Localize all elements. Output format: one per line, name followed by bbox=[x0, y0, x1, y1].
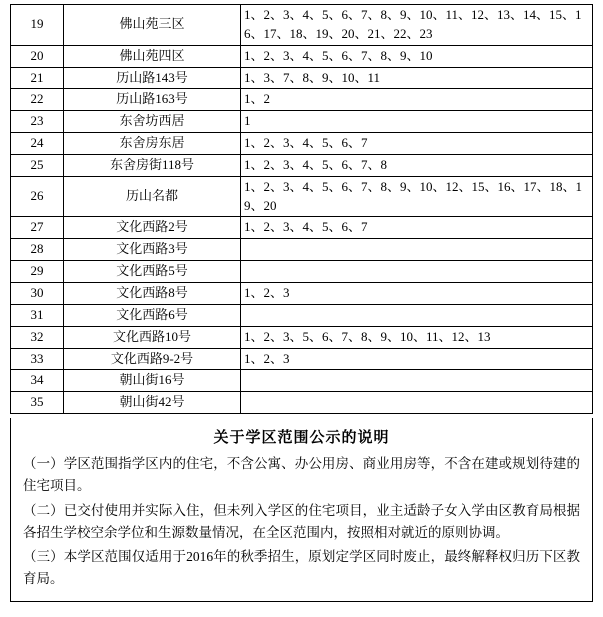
community-name-cell: 文化西路10号 bbox=[64, 326, 241, 348]
building-list-cell: 1、2、3、4、5、6、7、8、9、10、11、12、13、14、15、16、17、18、19、20、21、22、23 bbox=[241, 5, 593, 46]
table-row bbox=[11, 89, 593, 111]
building-list-cell: 1、2、3、4、5、6、7、8、9、10 bbox=[241, 45, 593, 67]
table-row bbox=[11, 348, 593, 370]
community-name-cell: 东舍房街118号 bbox=[64, 154, 241, 176]
table-row bbox=[11, 370, 593, 392]
table-row bbox=[11, 45, 593, 67]
row-number-cell: 29 bbox=[11, 261, 64, 283]
table-row bbox=[11, 67, 593, 89]
table-row bbox=[11, 392, 593, 414]
building-list-cell bbox=[241, 304, 593, 326]
document-page bbox=[0, 4, 603, 617]
building-list-cell: 1、2、3、4、5、6、7、8 bbox=[241, 154, 593, 176]
community-name-cell: 朝山街42号 bbox=[64, 392, 241, 414]
notice-body bbox=[23, 453, 580, 591]
school-district-table bbox=[10, 4, 593, 414]
table-row bbox=[11, 217, 593, 239]
row-number-cell: 25 bbox=[11, 154, 64, 176]
table-row bbox=[11, 154, 593, 176]
notice-paragraph: （三）本学区范围仅适用于2016年的秋季招生，原划定学区同时废止，最终解释权归历下区教育局。 bbox=[23, 549, 580, 587]
notice-paragraph: （一）学区范围指学区内的住宅，不含公寓、办公用房、商业用房等，不含在建或规划待建的住宅项目。 bbox=[23, 456, 580, 494]
row-number-cell: 26 bbox=[11, 176, 64, 217]
notice-box bbox=[10, 418, 593, 602]
row-number-cell: 35 bbox=[11, 392, 64, 414]
community-name-cell: 东舍房东居 bbox=[64, 133, 241, 155]
table-row bbox=[11, 5, 593, 46]
building-list-cell: 1 bbox=[241, 111, 593, 133]
table-row bbox=[11, 133, 593, 155]
table-row bbox=[11, 261, 593, 283]
building-list-cell bbox=[241, 392, 593, 414]
building-list-cell: 1、3、7、8、9、10、11 bbox=[241, 67, 593, 89]
table-row bbox=[11, 111, 593, 133]
row-number-cell: 22 bbox=[11, 89, 64, 111]
building-list-cell bbox=[241, 239, 593, 261]
community-name-cell: 历山路163号 bbox=[64, 89, 241, 111]
table-body bbox=[11, 5, 593, 414]
community-name-cell: 文化西路5号 bbox=[64, 261, 241, 283]
community-name-cell: 文化西路8号 bbox=[64, 282, 241, 304]
table-row bbox=[11, 326, 593, 348]
row-number-cell: 28 bbox=[11, 239, 64, 261]
building-list-cell: 1、2、3、4、5、6、7 bbox=[241, 133, 593, 155]
row-number-cell: 19 bbox=[11, 5, 64, 46]
building-list-cell: 1、2、3 bbox=[241, 282, 593, 304]
building-list-cell: 1、2、3、5、6、7、8、9、10、11、12、13 bbox=[241, 326, 593, 348]
building-list-cell bbox=[241, 261, 593, 283]
building-list-cell: 1、2、3、4、5、6、7、8、9、10、12、15、16、17、18、19、20 bbox=[241, 176, 593, 217]
row-number-cell: 24 bbox=[11, 133, 64, 155]
community-name-cell: 文化西路2号 bbox=[64, 217, 241, 239]
community-name-cell: 历山路143号 bbox=[64, 67, 241, 89]
community-name-cell: 文化西路9-2号 bbox=[64, 348, 241, 370]
row-number-cell: 32 bbox=[11, 326, 64, 348]
community-name-cell: 佛山苑三区 bbox=[64, 5, 241, 46]
community-name-cell: 文化西路3号 bbox=[64, 239, 241, 261]
notice-paragraph: （二）已交付使用并实际入住，但未列入学区的住宅项目，业主适龄子女入学由区教育局根据各招生学校空余学位和生源数量情况，在全区范围内，按照相对就近的原则协调。 bbox=[23, 502, 580, 540]
community-name-cell: 佛山苑四区 bbox=[64, 45, 241, 67]
row-number-cell: 30 bbox=[11, 282, 64, 304]
table-row bbox=[11, 176, 593, 217]
community-name-cell: 历山名都 bbox=[64, 176, 241, 217]
community-name-cell: 东舍坊西居 bbox=[64, 111, 241, 133]
community-name-cell: 文化西路6号 bbox=[64, 304, 241, 326]
building-list-cell bbox=[241, 370, 593, 392]
community-name-cell: 朝山街16号 bbox=[64, 370, 241, 392]
building-list-cell: 1、2、3、4、5、6、7 bbox=[241, 217, 593, 239]
row-number-cell: 33 bbox=[11, 348, 64, 370]
table-row bbox=[11, 282, 593, 304]
building-list-cell: 1、2、3 bbox=[241, 348, 593, 370]
row-number-cell: 20 bbox=[11, 45, 64, 67]
row-number-cell: 31 bbox=[11, 304, 64, 326]
building-list-cell: 1、2 bbox=[241, 89, 593, 111]
row-number-cell: 27 bbox=[11, 217, 64, 239]
notice-title: 关于学区范围公示的说明 bbox=[213, 430, 390, 447]
row-number-cell: 21 bbox=[11, 67, 64, 89]
table-row bbox=[11, 239, 593, 261]
row-number-cell: 34 bbox=[11, 370, 64, 392]
row-number-cell: 23 bbox=[11, 111, 64, 133]
table-row bbox=[11, 304, 593, 326]
